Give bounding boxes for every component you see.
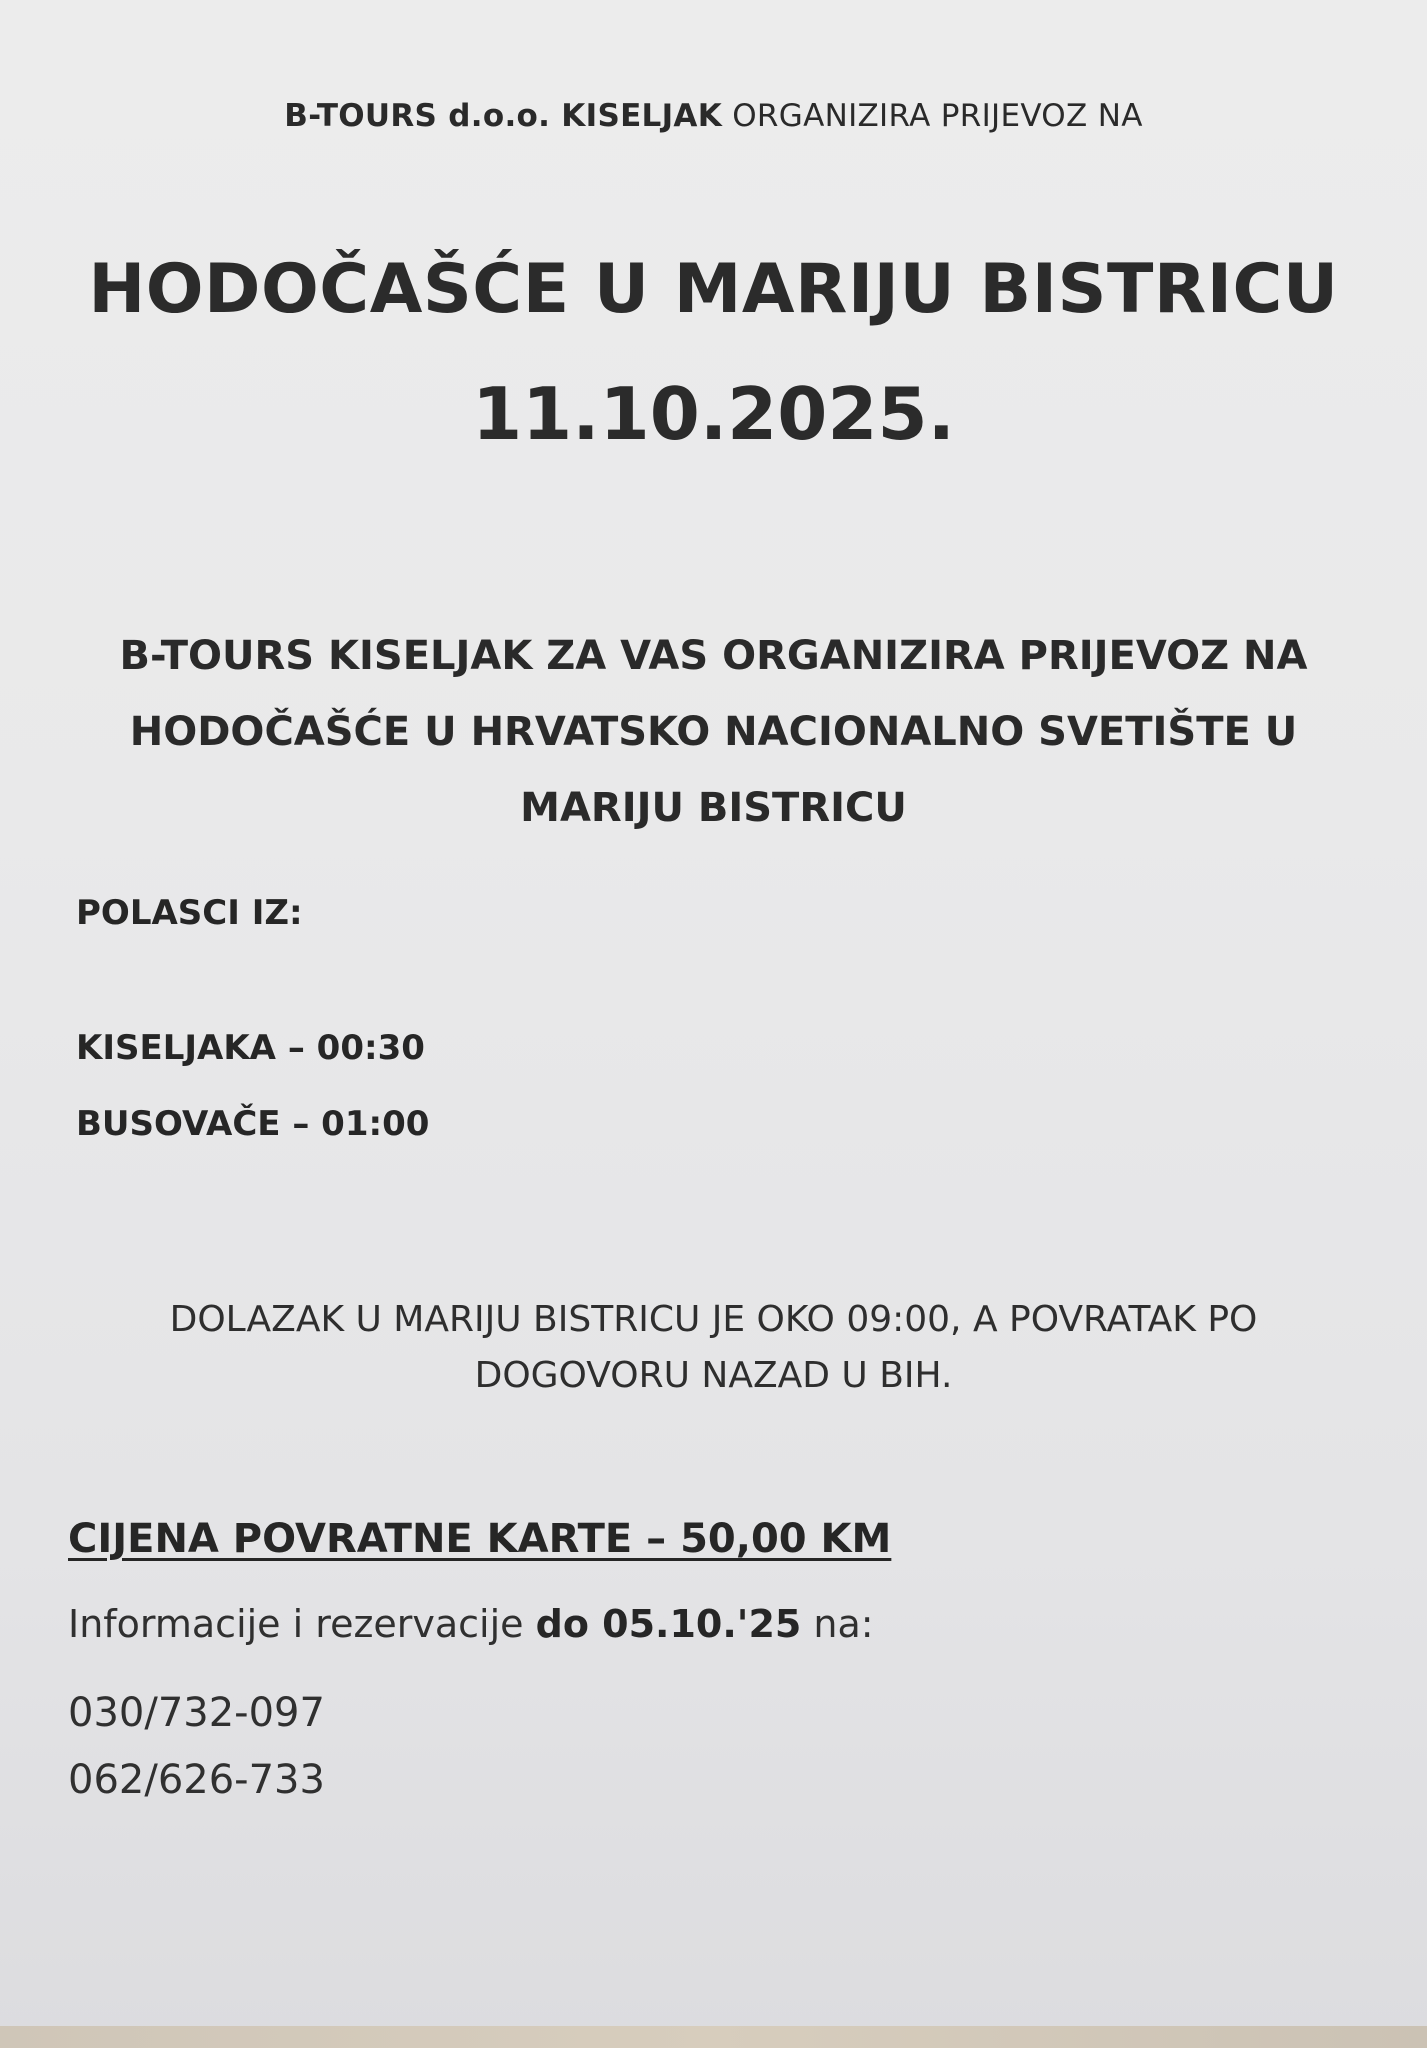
header-line — [0, 98, 1427, 134]
table-surface — [0, 2026, 1427, 2048]
departure-kiseljak: KISELJAKA – 00:30 — [76, 1028, 425, 1068]
intro-line: B-TOURS KISELJAK ZA VAS ORGANIZIRA PRIJEVOZ NA — [119, 633, 1308, 679]
reservation-info — [68, 1602, 874, 1646]
page-title: HODOČAŠĆE U MARIJU BISTRICU — [88, 250, 1339, 329]
arrival-paragraph — [0, 1292, 1427, 1404]
event-date: 11.10.2025. — [472, 372, 955, 456]
ticket-price: CIJENA POVRATNE KARTE – 50,00 KM — [68, 1516, 892, 1562]
phone-number-2: 062/626-733 — [68, 1757, 325, 1803]
reservation-deadline: do 05.10.'25 — [535, 1602, 802, 1646]
departures-label: POLASCI IZ: — [76, 893, 303, 933]
info-suffix: na: — [801, 1602, 874, 1646]
arrival-line: DOGOVORU NAZAD U BIH. — [474, 1355, 953, 1396]
phone-number-1: 030/732-097 — [68, 1690, 325, 1736]
header-rest: ORGANIZIRA PRIJEVOZ NA — [732, 98, 1143, 134]
intro-line: MARIJU BISTRICU — [520, 785, 907, 831]
intro-paragraph — [0, 618, 1427, 846]
company-name: B-TOURS d.o.o. KISELJAK — [284, 98, 723, 134]
intro-line: HODOČAŠĆE U HRVATSKO NACIONALNO SVETIŠTE U — [129, 709, 1298, 755]
arrival-line: DOLAZAK U MARIJU BISTRICU JE OKO 09:00, A POVRATAK PO — [169, 1299, 1258, 1340]
departure-busovace: BUSOVAČE – 01:00 — [76, 1104, 430, 1144]
info-prefix: Informacije i rezervacije — [68, 1602, 536, 1646]
